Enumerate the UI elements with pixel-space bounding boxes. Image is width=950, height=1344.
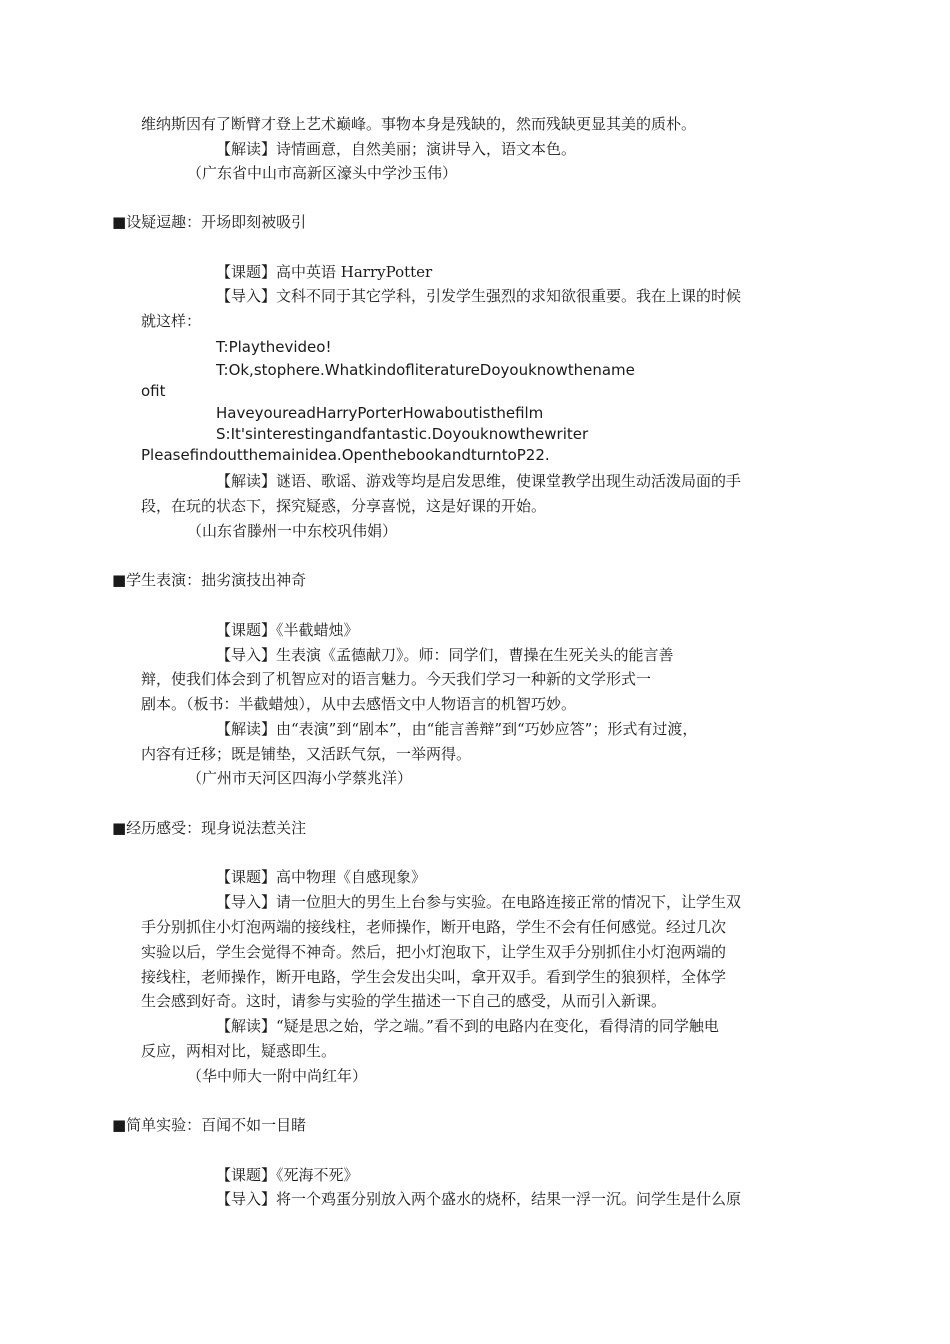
intro-line: 辩，使我们体会到了机智应对的语言魅力。今天我们学习一种新的文学形式一 bbox=[141, 670, 652, 688]
intro-line: 剧本。（板书：半截蜡烛），从中去感悟文中人物语言的机智巧妙。 bbox=[141, 695, 577, 713]
topic-line: 【课题】《死海不死》 bbox=[216, 1166, 359, 1184]
source-attribution: （广东省中山市高新区濠头中学沙玉伟） bbox=[187, 164, 458, 182]
source-attribution: （广州市天河区四海小学蔡兆洋） bbox=[187, 769, 413, 787]
source-attribution: （山东省滕州一中东校巩伟娟） bbox=[187, 522, 398, 540]
intro-line: 【导入】文科不同于其它学科，引发学生强烈的求知欲很重要。我在上课的时候 bbox=[216, 287, 742, 305]
section-heading: ■经历感受：现身说法惹关注 bbox=[112, 819, 307, 837]
intro-line: 【导入】将一个鸡蛋分别放入两个盛水的烧杯，结果一浮一沉。问学生是什么原 bbox=[216, 1190, 742, 1208]
source-attribution: （华中师大一附中尚红年） bbox=[187, 1067, 368, 1085]
commentary-line: 段，在玩的状态下，探究疑惑，分享喜悦，这是好课的开始。 bbox=[141, 497, 547, 515]
intro-line: 生会感到好奇。这时，请参与实验的学生描述一下自己的感受，从而引入新课。 bbox=[141, 992, 667, 1010]
commentary-line: 【解读】诗情画意，自然美丽；演讲导入，语文本色。 bbox=[216, 140, 577, 158]
intro-line: 接线柱，老师操作，断开电路，学生会发出尖叫，拿开双手。看到学生的狼狈样，全体学 bbox=[141, 968, 727, 986]
dialogue-line: ofit bbox=[141, 382, 166, 400]
intro-line: 就这样： bbox=[141, 312, 202, 330]
section-heading: ■学生表演：拙劣演技出神奇 bbox=[112, 571, 307, 589]
intro-line: 实验以后，学生会觉得不神奇。然后，把小灯泡取下，让学生双手分别抓住小灯泡两端的 bbox=[141, 943, 727, 961]
dialogue-line: T:Playthevideo! bbox=[216, 338, 332, 356]
dialogue-line: HaveyoureadHarryPorterHowaboutisthefilm bbox=[216, 404, 544, 422]
dialogue-line: S:It'sinterestingandfantastic.Doyouknowthewriter bbox=[216, 425, 589, 443]
intro-line: 【导入】请一位胆大的男生上台参与实验。在电路连接正常的情况下，让学生双 bbox=[216, 893, 742, 911]
commentary-line: 内容有迁移；既是铺垫，又活跃气氛，一举两得。 bbox=[141, 745, 472, 763]
intro-line: 手分别抓住小灯泡两端的接线柱，老师操作，断开电路，学生不会有任何感觉。经过几次 bbox=[141, 918, 727, 936]
topic-line: 【课题】《半截蜡烛》 bbox=[216, 621, 359, 639]
commentary-line: 【解读】谜语、歌谣、游戏等均是启发思维，使课堂教学出现生动活泼局面的手 bbox=[216, 472, 742, 490]
dialogue-line: T:Ok,stophere.WhatkindofliteratureDoyouknowthename bbox=[216, 361, 635, 379]
commentary-line: 【解读】“疑是思之始，学之端。”看不到的电路内在变化，看得清的同学触电 bbox=[216, 1017, 719, 1035]
commentary-line: 反应，两相对比，疑惑即生。 bbox=[141, 1042, 337, 1060]
commentary-line: 【解读】由“表演”到“剧本”，由“能言善辩”到“巧妙应答”；形式有过渡， bbox=[216, 720, 698, 738]
section-heading: ■简单实验：百闻不如一目睹 bbox=[112, 1116, 307, 1134]
intro-line: 【导入】生表演《孟德献刀》。师：同学们，曹操在生死关头的能言善 bbox=[216, 646, 674, 664]
dialogue-line: Pleasefindoutthemainidea.OpenthebookandturntoP22. bbox=[141, 446, 550, 464]
paragraph-line: 维纳斯因有了断臂才登上艺术巅峰。事物本身是残缺的，然而残缺更显其美的质朴。 bbox=[141, 115, 697, 133]
section-heading: ■设疑逗趣：开场即刻被吸引 bbox=[112, 213, 307, 231]
topic-line: 【课题】高中英语 HarryPotter bbox=[216, 263, 433, 281]
topic-line: 【课题】高中物理《自感现象》 bbox=[216, 868, 427, 886]
